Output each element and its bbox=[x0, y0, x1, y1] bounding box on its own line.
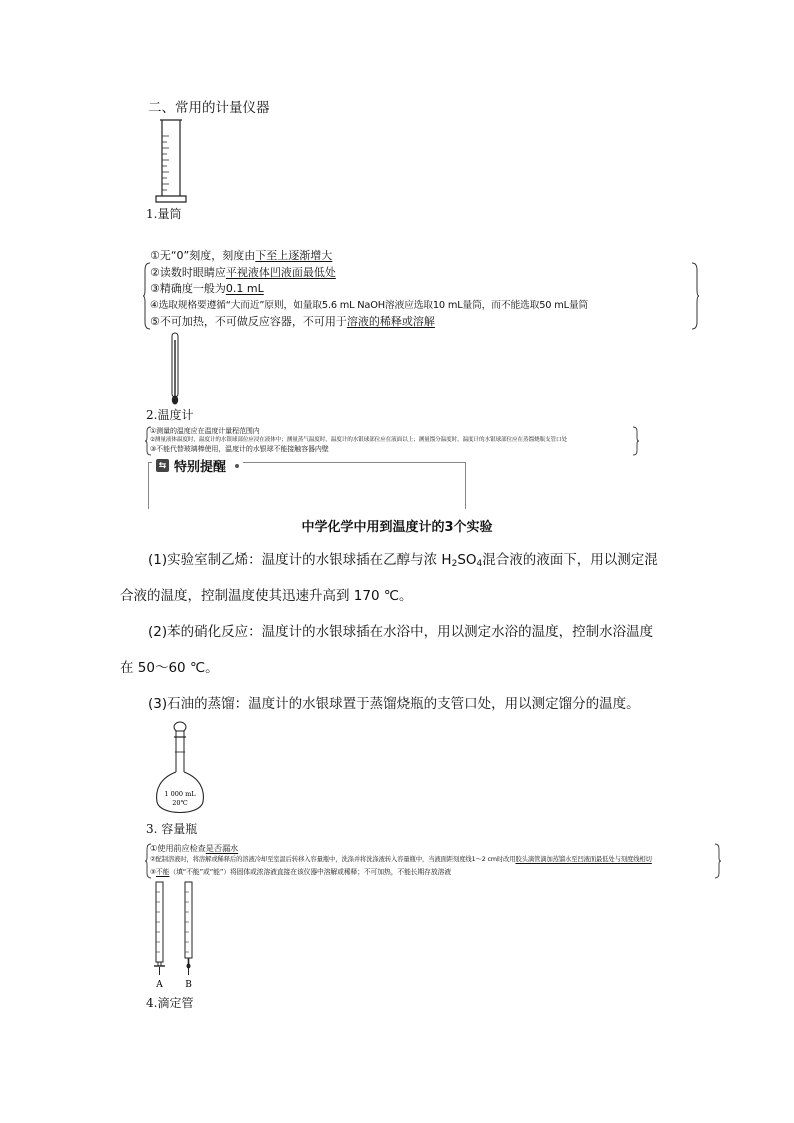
thermometer-note-2: ②测量液体温度时，温度计的水银球部位应浸在液体中；测量蒸气温度时，温度计的水银球部位应在液面以上；测量馏分温度时，温度计的水银球部位应在蒸馏烧瓶支管口处 bbox=[150, 437, 567, 443]
right-brace-small-icon bbox=[632, 426, 640, 456]
flask-note-3: ③不能（填“不能”或“能”）将固体或浓溶液直接在该仪器中溶解或稀释；不可加热，不能长期存放溶液 bbox=[150, 868, 451, 876]
burette-label-b: B bbox=[185, 980, 192, 990]
tip-item-3-line-1: (3)石油的蒸馏：温度计的水银球置于蒸馏烧瓶的支管口处，用以测定馏分的温度。 bbox=[148, 696, 640, 712]
flask-note-2: ②配制溶液时，将溶解或稀释后的溶液冷却至室温后转移入容量瓶中，洗涤并将洗涤液转入容量瓶中，当液面距刻度线1～2 cm时改用胶头滴管滴加蒸馏水至凹液面最低处与刻度线相切 bbox=[150, 856, 652, 863]
tip-item-1-line-1: (1)实验室制乙烯：温度计的水银球插在乙醇与浓 $H_2SO_4$混合液的液面下，用以测定混 bbox=[148, 552, 658, 569]
flask-notes bbox=[150, 842, 652, 878]
cylinder-note-2: ②读数时眼睛应平视液体凹液面最低处 bbox=[150, 265, 336, 279]
cylinder-note-4: ④选取规格要遵循“大而近”原则，如量取5.6 mL NaOH溶液应选取10 mL量筒，而不能选取50 mL量筒 bbox=[150, 299, 589, 311]
cylinder-note-1: ①无“0”刻度，刻度由下至上逐渐增大 bbox=[150, 249, 333, 262]
tip-item-2-line-2: 在 50～60 ℃。 bbox=[120, 660, 219, 676]
burette-label-a: A bbox=[156, 980, 163, 990]
thermometer-note-3: ③不能代替玻璃棒使用，温度计的水银球不能接触容器内壁 bbox=[150, 445, 329, 453]
cylinder-note-3: ③精确度一般为0.1 mL bbox=[150, 282, 264, 295]
thermometer-caption: 2.温度计 bbox=[146, 408, 194, 422]
right-brace-icon bbox=[690, 262, 700, 330]
tip-title bbox=[152, 456, 243, 475]
cylinder-note-5: ⑤不可加热，不可做反应容器，不可用于溶液的稀释或溶解 bbox=[150, 315, 435, 328]
burette-caption: 4.滴定管 bbox=[146, 996, 194, 1010]
cylinder-caption: 1.量筒 bbox=[146, 207, 182, 221]
burette-a bbox=[154, 882, 165, 975]
section-heading: 二、常用的计量仪器 bbox=[148, 100, 270, 116]
thermometer-note-1: ①测量的温度应在温度计量程范围内 bbox=[150, 427, 260, 435]
cylinder-notes bbox=[150, 248, 588, 331]
flask-note-1: ①使用前应检查是否漏水 bbox=[150, 843, 239, 853]
burette-b bbox=[185, 882, 192, 975]
flask-label-temp: 20℃ bbox=[172, 799, 188, 807]
reminder-icon: ⇆ bbox=[156, 459, 169, 472]
burettes-icon bbox=[148, 880, 204, 990]
tip-item-1-line-2: 合液的温度，控制温度使其迅速升高到 170 ℃。 bbox=[120, 588, 413, 604]
flask-caption: 3. 容量瓶 bbox=[146, 822, 198, 836]
tip-title-text: 特别提醒 bbox=[174, 460, 227, 475]
right-brace-flask-icon bbox=[714, 843, 722, 879]
thermometer-notes bbox=[150, 427, 567, 454]
volumetric-flask-icon bbox=[152, 720, 208, 822]
flask-label-volume: 1 000 mL bbox=[164, 790, 196, 798]
graduated-cylinder-icon bbox=[152, 118, 192, 204]
tip-item-2-line-1: (2)苯的硝化反应：温度计的水银球插在水浴中，用以测定水浴的温度，控制水浴温度 bbox=[148, 624, 654, 640]
dot-icon bbox=[235, 464, 239, 468]
tip-subtitle: 中学化学中用到温度计的3个实验 bbox=[301, 520, 493, 535]
thermometer-icon bbox=[168, 332, 182, 406]
